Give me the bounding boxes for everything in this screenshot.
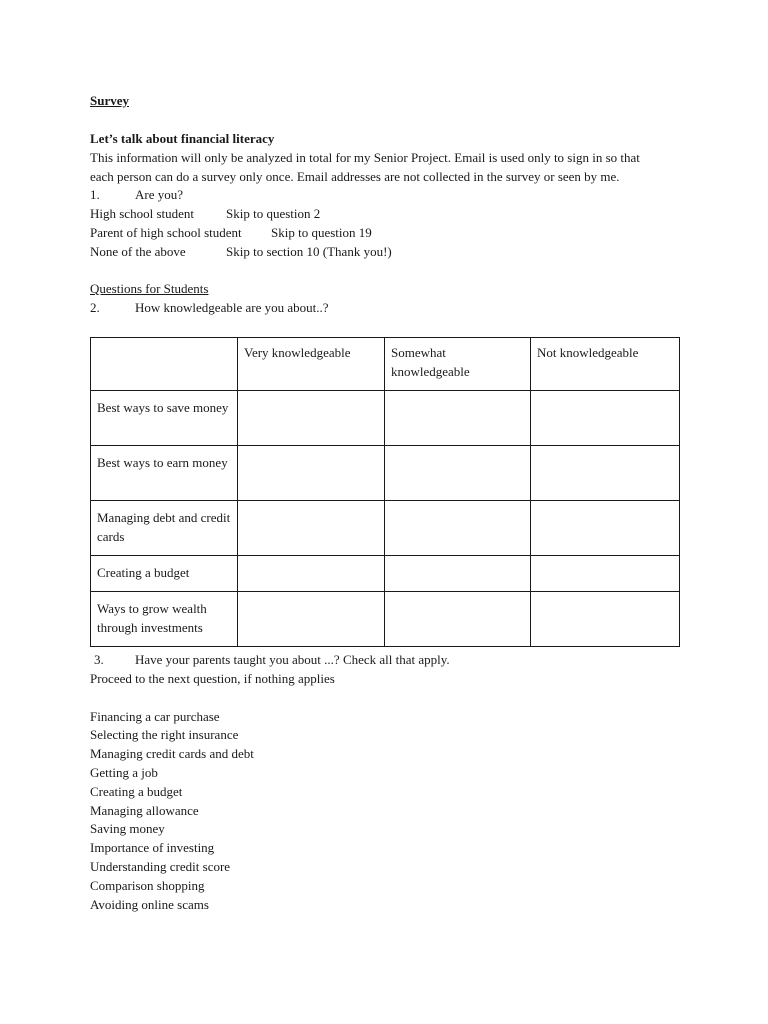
section-students-heading: Questions for Students [90, 281, 209, 296]
q1-option-label: High school student [90, 206, 194, 221]
answer-cell[interactable] [531, 391, 680, 446]
q1-option-parent [90, 224, 372, 242]
answer-cell[interactable] [238, 446, 385, 501]
answer-cell[interactable] [385, 391, 531, 446]
column-header: Somewhat knowledgeable [385, 338, 531, 391]
q3-option[interactable]: Avoiding online scams [90, 897, 209, 912]
answer-cell[interactable] [385, 556, 531, 592]
q1-option-action: Skip to question 19 [271, 225, 372, 240]
question-1-text: Are you? [135, 187, 184, 202]
q1-option-action: Skip to question 2 [226, 206, 321, 221]
q3-option[interactable]: Creating a budget [90, 784, 183, 799]
answer-cell[interactable] [238, 501, 385, 556]
q3-option[interactable]: Selecting the right insurance [90, 727, 239, 742]
answer-cell[interactable] [531, 556, 680, 592]
section-heading: Let’s talk about financial literacy [90, 131, 275, 146]
question-3-number: 3. [94, 652, 104, 667]
question-2-number: 2. [90, 300, 100, 315]
row-label: Ways to grow wealth through investments [91, 592, 238, 647]
answer-cell[interactable] [385, 446, 531, 501]
column-header: Very knowledgeable [238, 338, 385, 391]
q3-option[interactable]: Getting a job [90, 765, 158, 780]
answer-cell[interactable] [238, 592, 385, 647]
row-label: Best ways to save money [91, 391, 238, 446]
q3-option[interactable]: Comparison shopping [90, 878, 205, 893]
question-2 [90, 299, 329, 317]
q1-option-high-school [90, 205, 320, 223]
q1-option-action: Skip to section 10 (Thank you!) [226, 244, 392, 259]
answer-cell[interactable] [385, 501, 531, 556]
answer-cell[interactable] [238, 391, 385, 446]
row-label: Best ways to earn money [91, 446, 238, 501]
row-label: Managing debt and credit cards [91, 501, 238, 556]
question-3-note: Proceed to the next question, if nothing applies [90, 671, 335, 686]
table-row [91, 501, 680, 556]
answer-cell[interactable] [238, 556, 385, 592]
q3-option[interactable]: Understanding credit score [90, 859, 231, 874]
q3-option[interactable]: Importance of investing [90, 840, 215, 855]
q3-option[interactable]: Managing credit cards and debt [90, 746, 254, 761]
question-3-text: Have your parents taught you about ...? Check all that apply. [135, 652, 450, 667]
question-1 [90, 186, 183, 204]
q3-option[interactable]: Saving money [90, 821, 165, 836]
table-row [91, 391, 680, 446]
question-1-number: 1. [90, 187, 100, 202]
row-label: Creating a budget [91, 556, 238, 592]
table-row [91, 446, 680, 501]
question-3 [94, 651, 450, 669]
table-row [91, 592, 680, 647]
table-row [91, 556, 680, 592]
q1-option-label: Parent of high school student [90, 225, 242, 240]
q1-option-label: None of the above [90, 244, 186, 259]
knowledge-table [90, 337, 680, 647]
intro-line-1: This information will only be analyzed in total for my Senior Project. Email is used only to sign in so that [90, 150, 640, 165]
answer-cell[interactable] [531, 501, 680, 556]
question-2-text: How knowledgeable are you about..? [135, 300, 329, 315]
q3-option[interactable]: Financing a car purchase [90, 709, 220, 724]
table-corner-cell [91, 338, 238, 391]
q3-option[interactable]: Managing allowance [90, 803, 199, 818]
answer-cell[interactable] [385, 592, 531, 647]
intro-line-2: each person can do a survey only once. Email addresses are not collected in the survey or seen by me. [90, 169, 620, 184]
column-header: Not knowledgeable [531, 338, 680, 391]
answer-cell[interactable] [531, 592, 680, 647]
answer-cell[interactable] [531, 446, 680, 501]
q1-option-none [90, 243, 392, 261]
document-title: Survey [90, 93, 129, 108]
table-header-row [91, 338, 680, 391]
